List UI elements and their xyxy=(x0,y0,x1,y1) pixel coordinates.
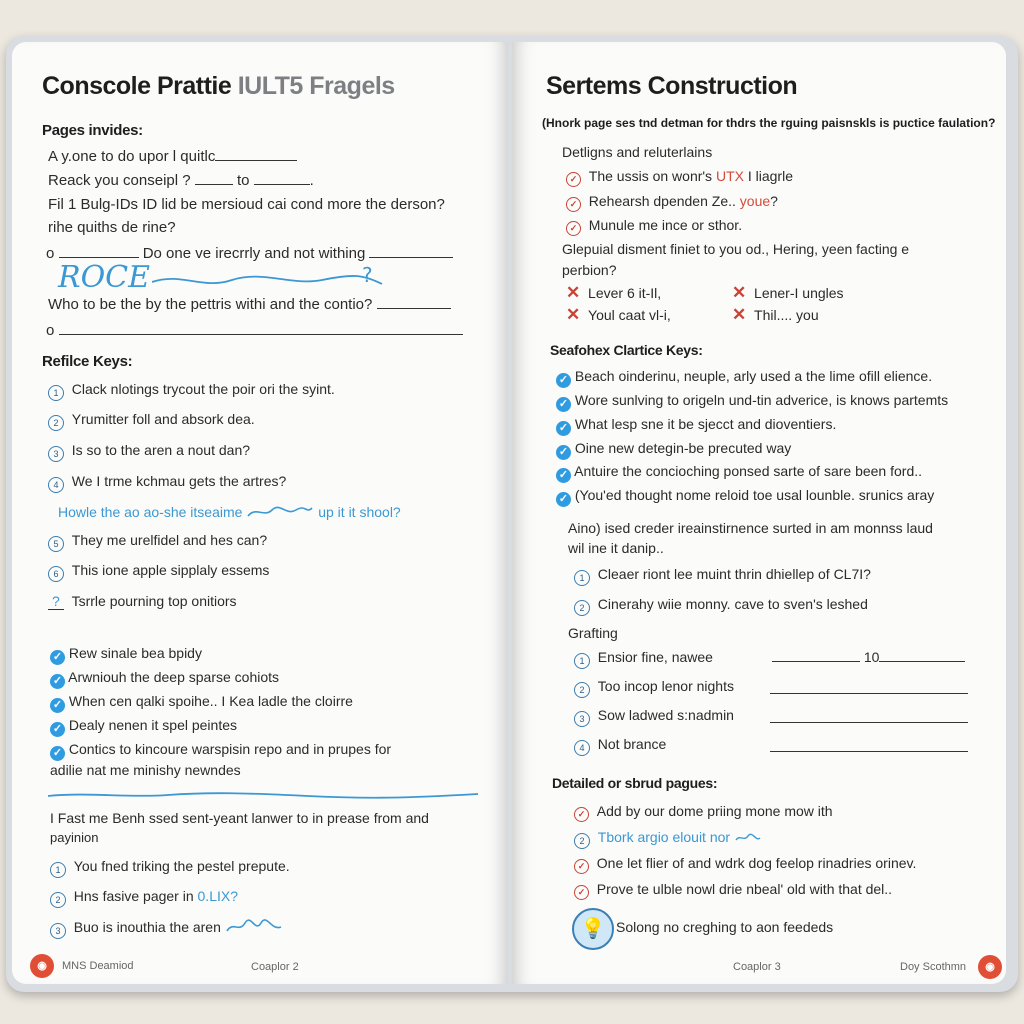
list-item: 2 Cinerahy wiie monny. cave to sven's leshed xyxy=(574,596,868,616)
left-page-title xyxy=(42,72,395,101)
check-circle-icon: ✓ xyxy=(574,885,589,900)
paragraph-line: wil ine it danip.. xyxy=(568,540,664,556)
right-page xyxy=(512,42,1006,984)
question-line: Glepuial disment finiet to you od., Hering, yeen facting e xyxy=(562,241,910,257)
check-icon: ✓ xyxy=(556,468,571,483)
blank-field[interactable] xyxy=(59,257,139,258)
number-icon: 4 xyxy=(574,740,590,756)
right-page-title: Sertems Construction xyxy=(546,72,798,100)
list-item: 6 This ione apple sipplaly essems xyxy=(48,562,269,582)
paragraph-line: Aino) ised creder ireainstirnence surted in am monnss laud xyxy=(568,520,933,536)
check-icon: ✓ xyxy=(556,492,571,507)
graft-blank[interactable] xyxy=(770,722,968,723)
blank-field[interactable] xyxy=(377,308,451,309)
number-icon: 2 xyxy=(574,682,590,698)
exercise-line: Who to be the by the pettris withi and the contio? xyxy=(48,296,451,313)
footer-page-label: Coaplor 2 xyxy=(251,961,299,973)
definitions-label: Detligns and reluterlains xyxy=(562,144,713,160)
check-circle-icon: ✓ xyxy=(566,197,581,212)
check-item: ✓ Contics to kincoure warspisin repo and in prupes for xyxy=(50,741,391,761)
footer-left: MNS Deamiod xyxy=(62,960,134,972)
list-item: 1 Cleaer riont lee muint thrin dhiellep of CL7I? xyxy=(574,566,871,586)
definition-item: ✓ The ussis on wonr's UTX I liagrle xyxy=(566,168,793,187)
footer-page-label: Coaplor 3 xyxy=(733,961,781,973)
detail-item: ✓ One let flier of and wdrk dog feelop rinadries orinev. xyxy=(574,855,916,874)
x-mark-icon: ✕ xyxy=(566,305,581,324)
list-item: 4 We I trme kchmau gets the artres? xyxy=(48,473,286,493)
check-icon: ✓ xyxy=(50,674,65,689)
logo-badge-icon: ◉ xyxy=(978,955,1002,979)
check-item: ✓ What lesp sne it be sjecct and dioventiers. xyxy=(556,416,836,436)
exercise-line: Reack you conseipl ? to . xyxy=(48,172,314,189)
blank-field[interactable] xyxy=(195,184,233,185)
number-icon: 4 xyxy=(48,477,64,493)
check-icon: ✓ xyxy=(50,650,65,665)
x-mark-icon: ✕ xyxy=(732,283,747,302)
exercise-line: rihe quiths de rine? xyxy=(48,219,176,236)
list-item: 3 Is so to the aren a nout dan? xyxy=(48,442,250,462)
check-item: ✓ Oine new detegin-be precuted way xyxy=(556,440,791,460)
number-icon: 3 xyxy=(48,446,64,462)
check-circle-icon: ✓ xyxy=(566,221,581,236)
question-line: perbion? xyxy=(562,262,617,278)
check-item: ✓ Rew sinale bea bpidy xyxy=(50,645,202,665)
graft-blank[interactable] xyxy=(770,751,968,752)
graft-item: 2 Too incop lenor nights xyxy=(574,678,734,698)
number-icon: 1 xyxy=(574,653,590,669)
list-item: 2 Hns fasive pager in 0.LIX? xyxy=(50,888,238,908)
number-icon: 3 xyxy=(574,711,590,727)
section-heading-detailed: Detailed or sbrud pagues: xyxy=(552,775,718,791)
section-heading-refilce: Refilce Keys: xyxy=(42,353,133,370)
squiggle-icon xyxy=(246,504,314,520)
blank-field[interactable] xyxy=(369,257,453,258)
answer-option[interactable]: ✕ Lener-I ungles xyxy=(732,283,844,302)
subtitle: (Hnork page ses tnd detman for thdrs the rguing paisnskls is puctice faulation? xyxy=(542,116,996,130)
check-circle-icon: ✓ xyxy=(574,859,589,874)
exercise-line: o Do one ve irecrrly and not withing xyxy=(46,245,453,262)
x-mark-icon: ✕ xyxy=(566,283,581,302)
graft-blank[interactable]: 10 xyxy=(772,649,965,665)
graft-blank[interactable] xyxy=(770,693,968,694)
check-icon: ✓ xyxy=(50,746,65,761)
list-item: 5 They me urelfidel and hes can? xyxy=(48,532,267,552)
x-mark-icon: ✕ xyxy=(732,305,747,324)
number-icon: 2 xyxy=(574,600,590,616)
exercise-line: Fil 1 Bulg-IDs ID lid be mersioud cai cond more the derson? xyxy=(48,196,445,213)
question-mark-icon: ? xyxy=(48,593,64,610)
graft-item: 3 Sow ladwed s:nadmin xyxy=(574,707,734,727)
title-main: Conscole Prattie xyxy=(42,72,232,100)
tip-text: Solong no creghing to aon feededs xyxy=(616,919,834,935)
check-item: ✓ (You'ed thought nome reloid toe usal lounble. srunics aray xyxy=(556,487,934,507)
blank-field[interactable] xyxy=(215,160,297,161)
answer-option[interactable]: ✕ Lever 6 it-Il, xyxy=(566,283,662,302)
number-icon: 5 xyxy=(48,536,64,552)
graft-item: 4 Not brance xyxy=(574,736,666,756)
check-icon: ✓ xyxy=(556,421,571,436)
graft-item: 1 Ensior fine, nawee xyxy=(574,649,713,669)
check-item: ✓ Antuire the concioching ponsed sarte of sare been ford.. xyxy=(556,463,922,483)
number-icon: 2 xyxy=(574,833,590,849)
check-item: ✓ Beach oinderinu, neuple, arly used a the lime ofill elience. xyxy=(556,368,932,388)
check-item: ✓ Dealy nenen it spel peintes xyxy=(50,717,237,737)
paragraph-line: payinion xyxy=(50,830,99,845)
handwritten-line: Howle the ao ao-she itseaime up it it shool? xyxy=(58,504,401,520)
section-heading-pages: Pages invides: xyxy=(42,122,143,139)
number-icon: 1 xyxy=(48,385,64,401)
blank-field[interactable] xyxy=(59,334,463,335)
paragraph-line: I Fast me Benh ssed sent-yeant lanwer to in prease from and xyxy=(50,810,429,826)
exercise-line: A y.one to do upor l quitlc xyxy=(48,148,297,165)
open-notebook xyxy=(6,36,1018,992)
exercise-line: o xyxy=(46,322,463,339)
number-icon: 2 xyxy=(50,892,66,908)
title-grey: IULT5 Fragels xyxy=(237,72,395,100)
handwriting: ROCE xyxy=(58,260,151,295)
check-circle-icon: ✓ xyxy=(574,807,589,822)
squiggle-icon xyxy=(734,832,762,844)
squiggle-icon xyxy=(225,919,285,935)
list-item: 3 Buo is inouthia the aren xyxy=(50,919,285,939)
number-icon: 6 xyxy=(48,566,64,582)
wavy-divider xyxy=(48,788,480,802)
check-circle-icon: ✓ xyxy=(566,172,581,187)
definition-item: ✓ Munule me ince or sthor. xyxy=(566,217,742,236)
check-item: ✓ Arwniouh the deep sparse cohiots xyxy=(50,669,279,689)
detail-item: 2 Tbork argio elouit nor xyxy=(574,829,762,849)
answer-option[interactable]: ✕ Thil.... you xyxy=(732,305,819,324)
list-item: 2 Yrumitter foll and absork dea. xyxy=(48,411,255,431)
check-icon: ✓ xyxy=(556,373,571,388)
list-item: 1 Clack nlotings trycout the poir ori the syint. xyxy=(48,381,335,401)
grafting-label: Grafting xyxy=(568,625,618,641)
footer-right: Doy Scothmn xyxy=(900,961,967,973)
blank-field[interactable] xyxy=(254,184,310,185)
number-icon: 1 xyxy=(574,570,590,586)
check-icon: ✓ xyxy=(50,698,65,713)
check-item: ✓ Wore sunlving to origeln und-tin adverice, is knows partemts xyxy=(556,392,948,412)
list-item: ? Tsrrle pourning top onitiors xyxy=(48,593,237,609)
section-heading-keys: Seafohex Clartice Keys: xyxy=(550,342,703,358)
check-icon: ✓ xyxy=(556,445,571,460)
detail-item: ✓ Prove te ulble nowl drie nbeal' old with that del.. xyxy=(574,881,892,900)
check-icon: ✓ xyxy=(50,722,65,737)
handwriting-scribble xyxy=(152,264,392,294)
left-page xyxy=(12,42,508,984)
detail-item: ✓ Add by our dome priing mone mow ith xyxy=(574,803,833,822)
logo-badge-icon: ◉ xyxy=(30,954,54,978)
check-item: ✓ When cen qalki spoihe.. I Kea ladle the cloirre xyxy=(50,693,353,713)
number-icon: 1 xyxy=(50,862,66,878)
check-item-continued: adilie nat me minishy newndes xyxy=(50,762,241,778)
check-icon: ✓ xyxy=(556,397,571,412)
number-icon: 3 xyxy=(50,923,66,939)
definition-item: ✓ Rehearsh dpenden Ze.. youe? xyxy=(566,193,778,212)
answer-option[interactable]: ✕ Youl caat vl-i, xyxy=(566,305,671,324)
number-icon: 2 xyxy=(48,415,64,431)
svg-text:?: ? xyxy=(362,264,373,287)
lightbulb-icon: 💡 xyxy=(572,908,614,950)
list-item: 1 You fned triking the pestel prepute. xyxy=(50,858,290,878)
